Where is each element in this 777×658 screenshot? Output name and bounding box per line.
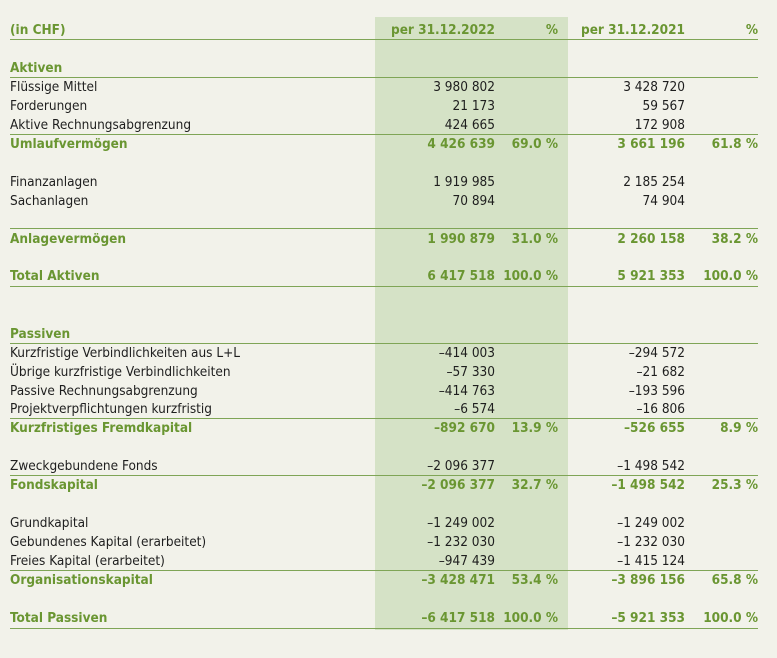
value-2022: –1 249 002 — [427, 515, 495, 531]
value-2021: –21 682 — [636, 364, 685, 380]
row-label: Total Aktiven — [10, 268, 100, 284]
subtotal-row — [10, 135, 758, 154]
value-2021: –1 498 542 — [611, 477, 685, 493]
pct-2022: 69.0 % — [511, 136, 558, 152]
row-label: Anlagevermögen — [10, 231, 127, 247]
table-row — [10, 97, 758, 116]
value-2021: –1 249 002 — [617, 515, 685, 531]
value-2022: –2 096 377 — [421, 477, 495, 493]
unit-label: (in CHF) — [10, 22, 66, 38]
row-label: Passive Rechnungsabgrenzung — [10, 383, 198, 399]
table-row — [10, 192, 758, 211]
value-2022: 424 665 — [444, 117, 495, 133]
value-2021: 3 661 196 — [617, 136, 685, 152]
pct-2021: 100.0 % — [703, 610, 758, 626]
row-label: Organisationskapital — [10, 572, 153, 588]
section-title-text: Passiven — [10, 326, 71, 342]
section-title-text: Aktiven — [10, 60, 63, 76]
value-2021: –1 415 124 — [617, 553, 685, 569]
row-label: Grundkapital — [10, 515, 89, 531]
pct-2022: 53.4 % — [511, 572, 558, 588]
section-title-aktiven — [10, 59, 758, 78]
value-2021: –526 655 — [623, 420, 685, 436]
value-2022: 3 980 802 — [433, 79, 495, 95]
pct-2021: 8.9 % — [720, 420, 758, 436]
subtotal-divider — [10, 228, 758, 229]
header-2021: per 31.12.2021 — [581, 22, 685, 38]
value-2022: 4 426 639 — [427, 136, 495, 152]
value-2021: –294 572 — [628, 345, 685, 361]
pct-2022: 13.9 % — [511, 420, 558, 436]
table-row — [10, 400, 758, 419]
value-2022: –892 670 — [433, 420, 495, 436]
value-2021: –16 806 — [636, 401, 685, 417]
header-pct-2021: % — [745, 22, 758, 38]
value-2021: –5 921 353 — [611, 610, 685, 626]
table-row — [10, 514, 758, 533]
value-2022: –6 417 518 — [421, 610, 495, 626]
pct-2021: 100.0 % — [703, 268, 758, 284]
total-divider — [10, 628, 758, 629]
value-2022: –1 232 030 — [427, 534, 495, 550]
total-divider — [10, 286, 758, 287]
value-2021: 2 185 254 — [623, 174, 685, 190]
row-label: Umlaufvermögen — [10, 136, 128, 152]
row-label: Forderungen — [10, 98, 88, 114]
value-2022: –57 330 — [446, 364, 495, 380]
value-2022: 1 990 879 — [427, 231, 495, 247]
table-row — [10, 78, 758, 97]
value-2021: 2 260 158 — [617, 231, 685, 247]
value-2021: 3 428 720 — [623, 79, 685, 95]
value-2022: –947 439 — [438, 553, 495, 569]
table-row — [10, 382, 758, 401]
pct-2021: 25.3 % — [711, 477, 758, 493]
table-header — [10, 21, 758, 40]
table-row — [10, 116, 758, 135]
total-row — [10, 267, 758, 286]
row-label: Kurzfristiges Fremdkapital — [10, 420, 193, 436]
table-row — [10, 363, 758, 382]
header-pct-2022: % — [545, 22, 558, 38]
header-divider — [10, 39, 758, 40]
table-row — [10, 552, 758, 571]
pct-2021: 38.2 % — [711, 231, 758, 247]
value-2021: –1 232 030 — [617, 534, 685, 550]
value-2021: 5 921 353 — [617, 268, 685, 284]
value-2022: –6 574 — [454, 401, 495, 417]
value-2022: 21 173 — [452, 98, 495, 114]
table-row — [10, 344, 758, 363]
value-2022: –414 763 — [438, 383, 495, 399]
subtotal-row — [10, 476, 758, 495]
value-2022: –414 003 — [438, 345, 495, 361]
subtotal-row — [10, 571, 758, 590]
pct-2022: 32.7 % — [511, 477, 558, 493]
value-2022: 1 919 985 — [433, 174, 495, 190]
section-title-passiven — [10, 325, 758, 344]
table-row — [10, 173, 758, 192]
value-2022: 6 417 518 — [427, 268, 495, 284]
row-label: Flüssige Mittel — [10, 79, 98, 95]
row-label: Übrige kurzfristige Verbindlichkeiten — [10, 364, 231, 380]
value-2021: 59 567 — [642, 98, 685, 114]
row-label: Zweckgebundene Fonds — [10, 458, 158, 474]
row-label: Gebundenes Kapital (erarbeitet) — [10, 534, 207, 550]
row-label: Fondskapital — [10, 477, 98, 493]
value-2021: 74 904 — [642, 193, 685, 209]
value-2021: –3 896 156 — [611, 572, 685, 588]
pct-2021: 61.8 % — [711, 136, 758, 152]
total-row — [10, 609, 758, 628]
pct-2021: 65.8 % — [711, 572, 758, 588]
value-2022: –3 428 471 — [421, 572, 495, 588]
row-label: Freies Kapital (erarbeitet) — [10, 553, 165, 569]
subtotal-row — [10, 230, 758, 249]
table-row — [10, 533, 758, 552]
value-2021: 172 908 — [634, 117, 685, 133]
value-2021: –193 596 — [628, 383, 685, 399]
value-2022: –2 096 377 — [427, 458, 495, 474]
row-label: Finanzanlagen — [10, 174, 98, 190]
row-label: Sachanlagen — [10, 193, 89, 209]
table-row — [10, 457, 758, 476]
pct-2022: 100.0 % — [503, 610, 558, 626]
row-label: Total Passiven — [10, 610, 108, 626]
row-label: Projektverpflichtungen kurzfristig — [10, 401, 213, 417]
subtotal-row — [10, 419, 758, 438]
row-label: Kurzfristige Verbindlichkeiten aus L+L — [10, 345, 241, 361]
pct-2022: 31.0 % — [511, 231, 558, 247]
header-2022: per 31.12.2022 — [391, 22, 495, 38]
pct-2022: 100.0 % — [503, 268, 558, 284]
row-label: Aktive Rechnungsabgrenzung — [10, 117, 192, 133]
value-2022: 70 894 — [452, 193, 495, 209]
value-2021: –1 498 542 — [617, 458, 685, 474]
